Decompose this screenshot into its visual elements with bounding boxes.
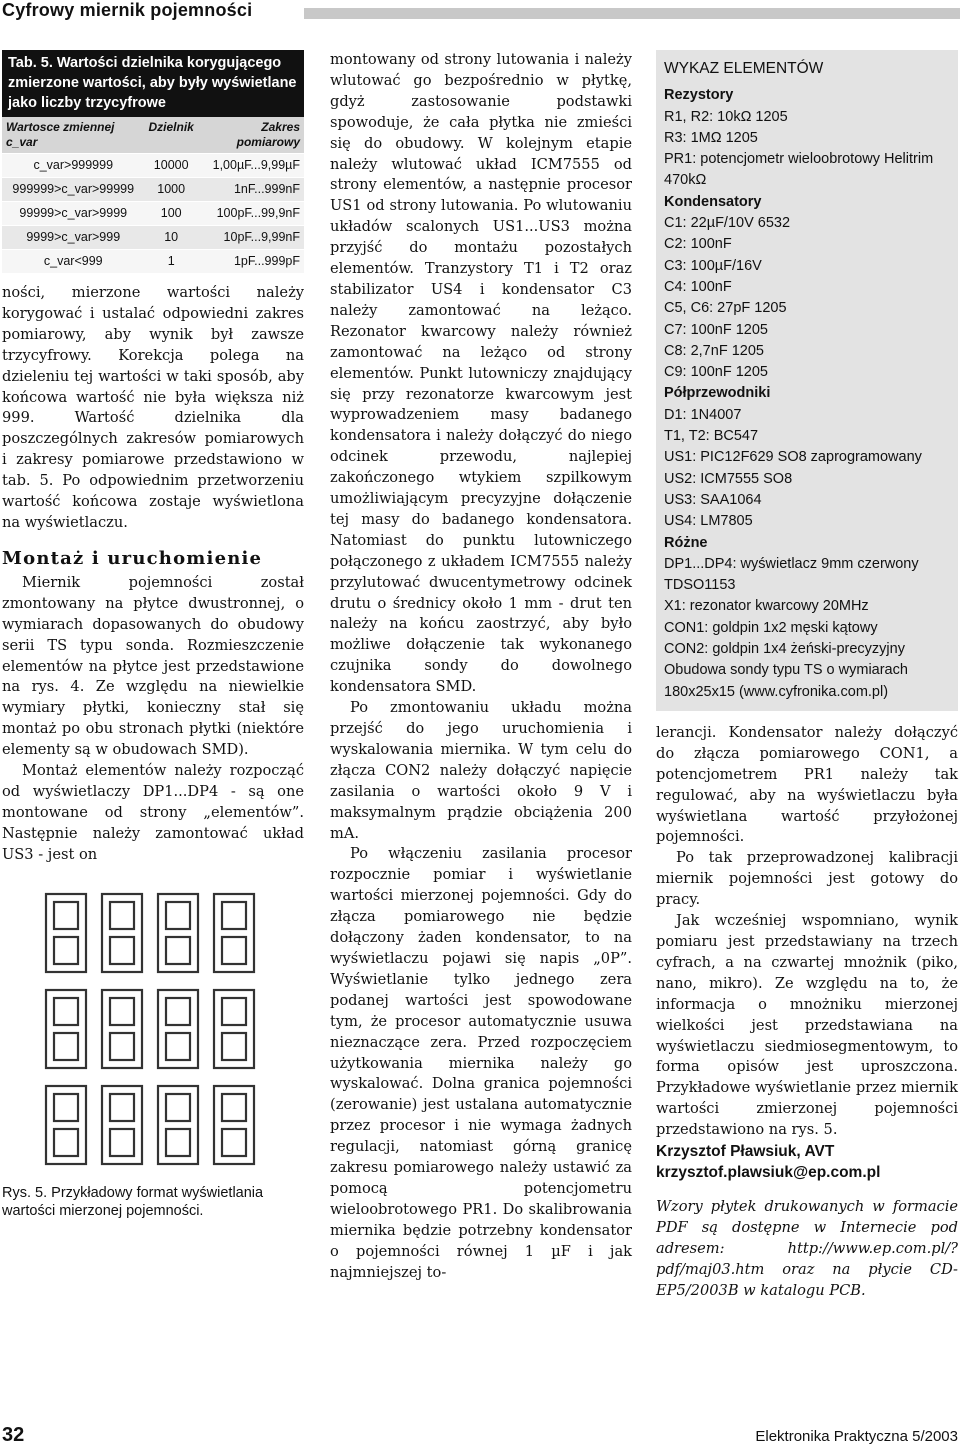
table-row (2, 250, 304, 274)
parts-item: C7: 100nF 1205 (664, 321, 768, 338)
table-cell: 10000 (145, 154, 198, 178)
table-cell: 1000 (145, 178, 198, 202)
seven-segment-row (42, 986, 262, 1072)
parts-item: CON1: goldpin 1x2 męski kątowy (664, 619, 878, 636)
table-cell: 1nF...999nF (198, 178, 304, 202)
paragraph: ności, mierzone wartości należy korygować i ustalać odpowiedni zakres pomiarowy, aby wynik był zawsze trzycyfrowy. Korekcja polega na dzieleniu tej wartości w taki sposób, aby końcowa wartość nie była większa niż 999. Wartość dzielnika dla poszczególnych zakresów pomiarowych i zakresy pomiarowe przedstawiono w tab. 5. Po odpowiednim przetworzeniu wartość końcowa zostaje wyświetlona na wyświetlaczu. (2, 284, 304, 531)
seven-segment-figure (42, 890, 304, 1168)
parts-item: X1: rezonator kwarcowy 20MHz (664, 598, 869, 615)
parts-item: C2: 100nF (664, 236, 732, 253)
author-name: Krzysztof Pławsiuk, AVT (656, 1143, 835, 1161)
parts-item: C3: 100µF/16V (664, 257, 762, 274)
header-bar (304, 8, 960, 19)
parts-item: US2: ICM7555 SO8 (664, 470, 793, 487)
paragraph: Jak wcześniej wspomniano, wynik pomiaru jest przedstawiany na trzech cyfrach, a na czwartej mnożnik (piko, nano, mikro). Ze względu na to, że informacja o mnożniku mierzonej wielkości jest przedstawiana na wyświetlaczu siedmiosegmentowym, to forma opisów jest uproszczona. Przykładowe wyświetlanie przez miernik wartości zmierzonej pojemności przedstawiono na rys. 5. (656, 912, 958, 1139)
parts-item: C5, C6: 27pF 1205 (664, 300, 787, 317)
table-caption: Tab. 5. Wartości dzielnika korygującego zmierzone wartości, aby były wyświetlane jako liczby trzycyfrowe (2, 50, 304, 117)
header-title: Cyfrowy miernik pojemności (2, 0, 253, 20)
parts-item: D1: 1N4007 (664, 406, 742, 423)
parts-item: C4: 100nF (664, 278, 732, 295)
table-cell: 9999>c_var>999 (2, 226, 145, 250)
page-number: 32 (2, 1424, 25, 1446)
table-row (2, 202, 304, 226)
column-3 (656, 50, 958, 1302)
table-cell: 999999>c_var>99999 (2, 178, 145, 202)
parts-group-title: Kondensatory (664, 193, 762, 210)
parts-item: US3: SAA1064 (664, 491, 762, 508)
paragraph: Miernik pojemności został zmontowany na płytce dwustronnej, o wymiarach dopasowanych do obudowy serii TS typu sonda. Rozmieszczenie elementów na płytce jest przedstawione na rys. 4. Ze względu na niewielkie wymiary płytki, konieczny stał się montaż po obu stronach płytki (niektóre elementy są w obudowach SMD). (2, 573, 304, 759)
paragraph: Po włączeniu zasilania procesor rozpocznie pomiar i wyświetlanie wartości mierzonej pojemności. Gdy do złącza pomiarowego nie będzie dołączony żaden kondensator, to na wyświetlaczu pojawi się napis „0P”. Wyświetlanie tylko jednego zera podanej wartości jest spowodowane tym, że procesor automatycznie usuwa nieznaczące zera. Przed rozpoczęciem użytkowania miernika należy go wyskalować. Dolna granica pojemności (zerowanie) jest ustalana automatycznie przez procesor i nie wymaga żadnych regulacji, natomiast górną granicę zakresu pomiarowego należy ustawić za pomocą potencjometru wieloobrotowego PR1. Do skalibrowania miernika będzie potrzebny kondensator o pojemności równej 1 µF i jak najmniejszej to- (330, 845, 632, 1281)
table-cell: 1 (145, 250, 198, 274)
table-cell: c_var>999999 (2, 154, 145, 178)
parts-list (656, 50, 958, 711)
paragraph: lerancji. Kondensator należy dołączyć do złącza pomiarowego CON1, a potencjometrem PR1 należy tak regulować, aby na wyświetlaczu była wyświetlana wartość przyłożonej pojemności. (656, 723, 958, 846)
parts-item: DP1...DP4: wyświetlacz 9mm czerwony TDSO1153 (664, 555, 919, 594)
paragraph: montowany od strony lutowania i należy wlutować go bezpośrednio w płytkę, gdyż zastosowanie podstawki spowoduje, że cała płytka nie zmieści się do obudowy. W kolejnym etapie należy wlutować układ ICM7555 od strony elementów, a następnie procesor US1 od strony lutowania. Po wlutowaniu układów scalonych US1...US3 można przyjść do montażu pozostałych elementów. Tranzystory T1 i T2 oraz stabilizator US4 i kondensator C3 należy zamontować na leżąco. Rezonator kwarcowy należy również zamontować na leżąco od strony elementów. Punkt lutowniczy znajdujący się przy rezonatorze kwarcowym jest wyprowadzeniem masy badanego kondensatora i należy dołączyć do niego odcinek przewodu, najlepiej zakończonego wtykiem szpilkowym umożliwiającym precyzyjne dołączenie tej masy do badanego kondensatora. Natomiast do punktu lutowniczego połączonego z układem ICM7555 należy przylutować dwucentymetrowy odcinek drutu o średnicy około 1 mm - drut ten należy na końcu zaostrzyć, aby było możliwe dołączenie tak wykonanego czujnika sondy do dowolnego kondensatora SMD. (330, 51, 632, 696)
parts-item: T1, T2: BC547 (664, 428, 759, 445)
table-row (2, 226, 304, 250)
table-cell: 10pF...9,99nF (198, 226, 304, 250)
parts-item: US4: LM7805 (664, 513, 753, 530)
pcb-note: Wzory płytek drukowanych w formacie PDF są dostępne w Internecie pod adresem: http://www.ep.com.pl/?pdf/maj03.htm oraz na płycie CD-EP5/2003B w katalogu PCB. (656, 1198, 958, 1299)
table-header-var: Wartosce zmiennej c_var (2, 117, 145, 154)
column-1 (2, 50, 304, 1221)
parts-item: C8: 2,7nF 1205 (664, 342, 764, 359)
journal-name: Elektronika Praktyczna 5/2003 (755, 1428, 958, 1445)
table-cell: 1,00µF...9,99µF (198, 154, 304, 178)
table-header-range: Zakres pomiarowy (198, 117, 304, 154)
paragraph: Montaż elementów należy rozpocząć od wyświetlaczy DP1...DP4 - są one montowane od strony „elementów”. Następnie należy zamontować układ US3 - jest on (2, 762, 304, 863)
table-cell: 1pF...999pF (198, 250, 304, 274)
paragraph: Po tak przeprowadzonej kalibracji miernik pojemności jest gotowy do pracy. (656, 849, 958, 909)
table-cell: 100pF...99,9nF (198, 202, 304, 226)
parts-item: PR1: potencjometr wieloobrotowy Helitrim 470kΩ (664, 151, 934, 189)
table-5 (2, 117, 304, 273)
parts-group-title: Półprzewodniki (664, 385, 771, 402)
table-row (2, 154, 304, 178)
parts-group-title: Rezystory (664, 87, 734, 104)
seven-segment-row (42, 890, 262, 976)
parts-item: Obudowa sondy typu TS o wymiarach 180x25x15 (www.cyfronika.com.pl) (664, 662, 908, 700)
parts-item: US1: PIC12F629 SO8 zaprogramowany (664, 449, 922, 466)
parts-group-title: Różne (664, 534, 708, 551)
table-row (2, 178, 304, 202)
parts-item: R3: 1MΩ 1205 (664, 129, 758, 146)
table-cell: 100 (145, 202, 198, 226)
column-2 (330, 50, 632, 1283)
parts-item: R1, R2: 10kΩ 1205 (664, 108, 788, 125)
table-cell: c_var<999 (2, 250, 145, 274)
parts-item: C1: 22µF/10V 6532 (664, 215, 791, 232)
seven-segment-digit (46, 894, 254, 972)
author-email: krzysztof.plawsiuk@ep.com.pl (656, 1164, 881, 1182)
page-header (0, 0, 960, 26)
table-header-divider: Dzielnik (145, 117, 198, 154)
paragraph: Po zmontowaniu układu można przejść do jego uruchomienia i wyskalowania miernika. W tym celu do złącza CON2 należy dołączyć napięcie zasilania o wartości około 9 V i maksymalnym prądzie obciążenia 200 mA. (330, 699, 632, 842)
seven-segment-row (42, 1082, 262, 1168)
table-cell: 10 (145, 226, 198, 250)
section-heading: Montaż i uruchomienie (2, 547, 263, 569)
parts-list-title: WYKAZ ELEMENTÓW (664, 60, 824, 77)
table-cell: 99999>c_var>9999 (2, 202, 145, 226)
parts-item: CON2: goldpin 1x4 żeński-precyzyjny (664, 641, 905, 658)
parts-item: C9: 100nF 1205 (664, 364, 768, 381)
figure-caption: Rys. 5. Przykładowy format wyświetlania wartości mierzonej pojemności. (2, 1184, 264, 1220)
